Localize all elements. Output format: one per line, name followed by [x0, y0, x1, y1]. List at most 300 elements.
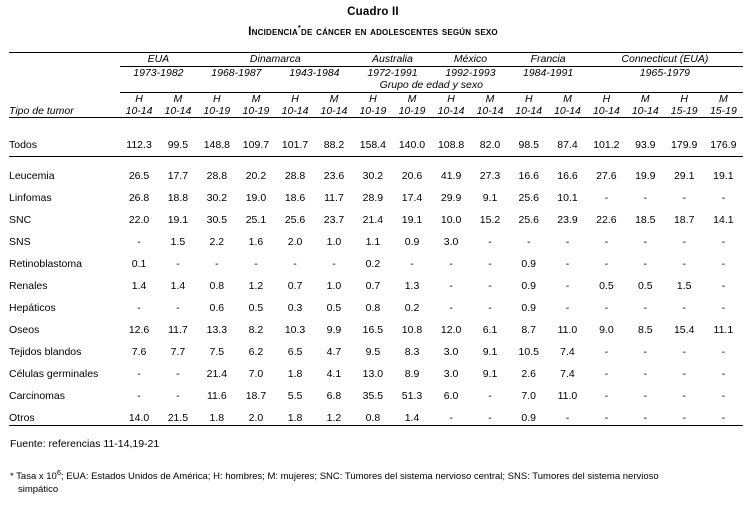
cell: 0.7 — [365, 280, 381, 292]
cell: - — [137, 302, 141, 314]
cell: 87.4 — [548, 118, 587, 157]
cell: 26.5 — [128, 170, 150, 182]
table-row — [9, 183, 743, 205]
sex-header-6: M — [329, 93, 339, 105]
sex-header-9: H — [447, 93, 455, 105]
cell: 18.7 — [673, 214, 695, 226]
cell: 1.8 — [197, 403, 236, 426]
cell: 6.1 — [482, 324, 498, 336]
row-label: Tejidos blandos — [9, 346, 82, 358]
cell: 0.9 — [509, 403, 548, 426]
cell: 0.9 — [404, 236, 420, 248]
table-row — [9, 227, 743, 249]
sex-header-16: M — [719, 93, 728, 105]
cell: - — [682, 368, 686, 380]
cell: 8.7 — [521, 324, 537, 336]
header-group-row — [9, 79, 743, 93]
footnote-line2: simpático — [18, 483, 59, 495]
cell: - — [449, 280, 453, 292]
source-note: Fuente: referencias 11-14,19-21 — [10, 438, 160, 450]
cell: - — [526, 236, 531, 248]
cell: - — [682, 192, 686, 204]
cell: - — [604, 368, 609, 380]
cell: 7.0 — [248, 368, 264, 380]
table-row — [9, 381, 743, 403]
cell: 10.8 — [401, 324, 423, 336]
header-years-empty — [9, 67, 120, 79]
cell: 20.6 — [401, 170, 423, 182]
age-header-5: 10-14 — [276, 105, 315, 118]
cell: 19.9 — [635, 170, 656, 182]
cell: - — [410, 258, 414, 270]
cell: - — [488, 258, 492, 270]
header-age-row — [9, 105, 743, 118]
cell: - — [176, 302, 180, 314]
table-row — [9, 157, 743, 184]
cell: - — [721, 192, 726, 204]
table-row — [9, 315, 743, 337]
cell: 1.0 — [326, 280, 342, 292]
cell: - — [604, 346, 609, 358]
table-row — [9, 249, 743, 271]
cell: 35.5 — [362, 390, 384, 402]
cell: 23.6 — [323, 170, 345, 182]
cell: 1.2 — [315, 403, 354, 426]
cell: 3.0 — [443, 346, 459, 358]
cell: - — [682, 236, 686, 248]
cell: 1.2 — [248, 280, 264, 292]
cell: - — [643, 390, 648, 402]
years-francia: 1984-1991 — [522, 67, 574, 79]
cell: - — [215, 258, 219, 270]
cell: 30.2 — [362, 170, 384, 182]
cell: 2.2 — [209, 236, 225, 248]
sex-header-13: H — [602, 93, 611, 105]
cell: 10.1 — [557, 192, 578, 204]
header-years-row — [9, 67, 743, 79]
cell: - — [682, 258, 686, 270]
cell: - — [682, 346, 686, 358]
cell: 11.1 — [713, 324, 734, 336]
cell: 20.2 — [245, 170, 267, 182]
cell: 112.3 — [120, 118, 159, 157]
cell: 19.0 — [245, 192, 267, 204]
age-header-10: 10-14 — [471, 105, 510, 118]
age-header-4: 10-19 — [236, 105, 275, 118]
cell: 3.0 — [443, 368, 459, 380]
cell: - — [332, 258, 336, 270]
cell: 10.5 — [518, 346, 539, 358]
cell: 0.8 — [365, 302, 381, 314]
cell: 21.4 — [206, 368, 228, 380]
country-header-francia: Francia — [509, 53, 586, 68]
cell: - — [604, 302, 609, 314]
cell: 17.7 — [167, 170, 189, 182]
cell: 27.6 — [596, 170, 617, 182]
footnote-rest: ; EUA: Estados Unidos de América; H: hombres; M: mujeres; SNC: Tumores del sistema nervioso central; SNS: Tumores del sistema nervioso — [61, 471, 659, 483]
cell: - — [471, 403, 510, 426]
age-header-8: 10-19 — [392, 105, 431, 118]
cell: - — [137, 368, 141, 380]
cell: 6.0 — [443, 390, 459, 402]
cell: 28.9 — [362, 192, 384, 204]
header-country-row — [9, 53, 743, 68]
cell: 9.0 — [599, 324, 614, 336]
cell: 99.5 — [159, 118, 198, 157]
cell: - — [604, 258, 609, 270]
cell: - — [721, 302, 726, 314]
cell: 14.1 — [713, 214, 734, 226]
country-header-connecticut: Connecticut (EUA) — [587, 53, 743, 68]
cell: 7.6 — [131, 346, 147, 358]
cell: 0.1 — [131, 258, 147, 270]
cell: 25.6 — [518, 192, 539, 204]
cell: - — [176, 390, 180, 402]
cell: 9.1 — [482, 346, 498, 358]
row-label: Todos — [9, 118, 120, 157]
cell: 5.5 — [287, 390, 303, 402]
cell: 30.2 — [206, 192, 228, 204]
cell: - — [721, 258, 726, 270]
cell: 176.9 — [704, 118, 743, 157]
age-header-11: 10-14 — [509, 105, 548, 118]
cell: - — [704, 403, 743, 426]
cell: 27.3 — [479, 170, 501, 182]
cell: 29.9 — [440, 192, 462, 204]
cell: - — [565, 258, 570, 270]
cell: 0.2 — [365, 258, 381, 270]
country-header-dinamarca: Dinamarca — [197, 53, 353, 68]
cell: 179.9 — [665, 118, 704, 157]
cell: 11.6 — [207, 390, 227, 402]
age-header-6: 10-14 — [315, 105, 354, 118]
years-dinamarca-a: 1968-1987 — [211, 67, 262, 79]
table-title-prefix: Incidencia — [248, 24, 298, 38]
cell: 7.0 — [521, 390, 537, 402]
cell: 6.5 — [287, 346, 303, 358]
cell: 0.9 — [521, 258, 537, 270]
cell: - — [682, 390, 686, 402]
cell: - — [721, 236, 726, 248]
cell: 30.5 — [206, 214, 228, 226]
sex-header-4: M — [251, 93, 261, 105]
age-header-1: 10-14 — [120, 105, 159, 118]
cell: 2.6 — [521, 368, 537, 380]
row-label: Renales — [9, 280, 48, 292]
years-mexico: 1992-1993 — [445, 67, 496, 79]
cell: - — [721, 280, 726, 292]
cell: 1.6 — [248, 236, 264, 248]
sex-header-8: M — [407, 93, 417, 105]
cell: - — [565, 236, 570, 248]
cell: 23.7 — [323, 214, 345, 226]
cell: 9.9 — [326, 324, 342, 336]
cell: - — [293, 258, 297, 270]
cell: 158.4 — [353, 118, 392, 157]
cell: 148.8 — [197, 118, 236, 157]
cell: 18.7 — [245, 390, 267, 402]
table-row — [9, 271, 743, 293]
cell: 17.4 — [401, 192, 423, 204]
cell: 29.1 — [673, 170, 695, 182]
cell: - — [565, 280, 570, 292]
cell: 8.5 — [637, 324, 653, 336]
cell: 8.9 — [404, 368, 420, 380]
cell: 41.9 — [440, 170, 462, 182]
cell: 1.4 — [170, 280, 186, 292]
cell: 88.2 — [315, 118, 354, 157]
cell: - — [604, 236, 609, 248]
cell: 25.1 — [245, 214, 267, 226]
cell: 0.9 — [521, 302, 537, 314]
cell: 0.6 — [209, 302, 225, 314]
cell: 26.8 — [128, 192, 150, 204]
cell: 11.0 — [557, 390, 578, 402]
cell: 1.5 — [170, 236, 186, 248]
row-label: SNC — [9, 214, 32, 226]
cell: - — [626, 403, 665, 426]
cell: - — [721, 346, 726, 358]
cell: - — [604, 192, 609, 204]
cell: 15.2 — [479, 214, 501, 226]
row-label: SNS — [9, 236, 31, 248]
sex-header-15: H — [680, 93, 688, 105]
cell: 19.1 — [401, 214, 423, 226]
cell: 109.7 — [236, 118, 275, 157]
cell: 10.3 — [284, 324, 306, 336]
cell: - — [721, 390, 726, 402]
age-header-16: 15-19 — [704, 105, 743, 118]
cell: 21.4 — [362, 214, 384, 226]
cell: - — [643, 236, 648, 248]
cell: 0.8 — [353, 403, 392, 426]
cell: 12.0 — [440, 324, 462, 336]
cell: - — [176, 258, 180, 270]
age-header-14: 10-14 — [626, 105, 665, 118]
cell: 0.5 — [637, 280, 653, 292]
sex-header-11: H — [524, 93, 533, 105]
cell: - — [432, 403, 471, 426]
incidence-table — [9, 52, 743, 426]
cell: 1.0 — [326, 236, 342, 248]
table-row — [9, 205, 743, 227]
sex-header-5: H — [291, 93, 299, 105]
cell: 0.9 — [521, 280, 537, 292]
cell: 0.5 — [326, 302, 342, 314]
cell: 11.7 — [324, 192, 344, 204]
cell: 18.5 — [635, 214, 656, 226]
cell: 18.6 — [284, 192, 306, 204]
country-header-eua: EUA — [120, 53, 198, 68]
header-sex-row — [9, 93, 743, 105]
cell: - — [565, 302, 570, 314]
cell: 9.5 — [365, 346, 381, 358]
cell: 4.7 — [326, 346, 342, 358]
cell: 93.9 — [626, 118, 665, 157]
cell: 1.1 — [365, 236, 381, 248]
header-sex-empty — [9, 93, 120, 105]
cell: - — [548, 403, 587, 426]
cell: 1.8 — [287, 368, 303, 380]
sex-header-7: H — [369, 93, 377, 105]
cell: 1.3 — [404, 280, 420, 292]
cell: 25.6 — [284, 214, 306, 226]
row-label: Hepáticos — [9, 302, 56, 314]
years-dinamarca-b: 1943-1984 — [289, 67, 340, 79]
row-label: Células germinales — [9, 368, 99, 380]
age-header-9: 10-14 — [432, 105, 471, 118]
title-asterisk: * — [297, 23, 302, 32]
cell: - — [643, 302, 648, 314]
cell: 2.0 — [287, 236, 303, 248]
row-label: Oseos — [9, 324, 40, 336]
cell: - — [682, 302, 686, 314]
cell: 7.5 — [209, 346, 225, 358]
footnote — [10, 468, 730, 497]
sex-header-10: M — [485, 93, 495, 105]
cell: 15.4 — [673, 324, 695, 336]
footnote-exponent: 6 — [56, 468, 61, 477]
table-title — [6, 23, 740, 38]
cell: - — [604, 390, 609, 402]
cell: - — [643, 258, 648, 270]
sex-header-2: M — [173, 93, 183, 105]
row-label: Carcinomas — [9, 390, 66, 402]
row-label: Retinoblastoma — [9, 258, 82, 270]
cell: 101.2 — [587, 118, 626, 157]
cell: 19.1 — [167, 214, 189, 226]
cell: 1.4 — [131, 280, 147, 292]
header-group-empty — [9, 79, 120, 93]
cell: 19.1 — [713, 170, 734, 182]
age-header-7: 10-19 — [353, 105, 392, 118]
cell: - — [643, 346, 648, 358]
footnote-prefix: * Tasa x 10 — [10, 471, 57, 483]
cell: 25.6 — [518, 214, 539, 226]
cell: - — [488, 280, 492, 292]
cell: - — [176, 368, 180, 380]
sex-header-12: M — [563, 93, 572, 105]
years-connecticut: 1965-1979 — [639, 67, 691, 79]
cell: 9.1 — [482, 368, 498, 380]
cell: - — [643, 192, 648, 204]
cell: - — [488, 390, 492, 402]
header-corner-empty — [9, 53, 120, 68]
cell: - — [665, 403, 704, 426]
cell: - — [449, 302, 453, 314]
sex-header-14: M — [640, 93, 650, 105]
cell: 13.0 — [362, 368, 384, 380]
cell: 82.0 — [471, 118, 510, 157]
row-label-header: Tipo de tumor — [9, 105, 120, 118]
table-title-rest: de cáncer en adolescentes según sexo — [301, 24, 498, 38]
cell: 7.4 — [560, 368, 575, 380]
table-row — [9, 403, 743, 426]
cell: 0.3 — [287, 302, 303, 314]
row-label: Leucemia — [9, 170, 55, 182]
cell: - — [254, 258, 258, 270]
cell: - — [137, 236, 141, 248]
cell: - — [643, 368, 648, 380]
cell: 10.0 — [440, 214, 462, 226]
cell: 4.1 — [326, 368, 342, 380]
table-row — [9, 118, 743, 157]
age-header-3: 10-19 — [197, 105, 236, 118]
cell: 9.1 — [482, 192, 498, 204]
age-header-12: 10-14 — [548, 105, 587, 118]
cell: 140.0 — [392, 118, 431, 157]
cell: 8.3 — [404, 346, 420, 358]
cell: 14.0 — [120, 403, 159, 426]
cell: - — [488, 236, 492, 248]
cell: - — [449, 258, 453, 270]
cell: 18.8 — [167, 192, 189, 204]
cell: 7.7 — [170, 346, 186, 358]
title-block — [6, 6, 740, 38]
cell: 21.5 — [159, 403, 198, 426]
table-number: Cuadro II — [347, 6, 399, 18]
cell: 11.7 — [168, 324, 188, 336]
country-header-mexico: México — [432, 53, 510, 68]
cell: 1.5 — [676, 280, 692, 292]
cell: 108.8 — [432, 118, 471, 157]
cell: 0.2 — [404, 302, 420, 314]
table-row — [9, 293, 743, 315]
cell: 7.4 — [560, 346, 575, 358]
cell: 13.3 — [206, 324, 228, 336]
cell: 0.5 — [599, 280, 614, 292]
country-header-australia: Australia — [353, 53, 431, 68]
table-row — [9, 359, 743, 381]
cell: 6.2 — [248, 346, 264, 358]
age-header-2: 10-14 — [159, 105, 198, 118]
years-eua: 1973-1982 — [133, 67, 184, 79]
cell: 1.8 — [276, 403, 315, 426]
cell: 28.8 — [206, 170, 228, 182]
cell: 23.9 — [557, 214, 578, 226]
cell: 98.5 — [509, 118, 548, 157]
cell: 16.5 — [362, 324, 384, 336]
group-age-sex-label: Grupo de edad y sexo — [120, 79, 743, 93]
age-header-15: 15-19 — [665, 105, 704, 118]
sex-header-3: H — [213, 93, 221, 105]
cell: 0.7 — [287, 280, 303, 292]
cell: 0.8 — [209, 280, 225, 292]
cell: 101.7 — [276, 118, 315, 157]
sex-header-1: H — [135, 93, 143, 105]
cell: 12.6 — [128, 324, 150, 336]
cell: 28.8 — [284, 170, 306, 182]
row-label: Otros — [9, 403, 120, 426]
row-label: Linfomas — [9, 192, 52, 204]
years-australia: 1972-1991 — [367, 67, 418, 79]
cell: 22.6 — [596, 214, 617, 226]
cell: 8.2 — [248, 324, 264, 336]
cell: 51.3 — [401, 390, 423, 402]
cell: - — [137, 390, 141, 402]
cell: - — [721, 368, 726, 380]
cell: 11.0 — [557, 324, 578, 336]
cell: 2.0 — [236, 403, 275, 426]
cell: - — [587, 403, 626, 426]
cell: - — [488, 302, 492, 314]
cell: 6.8 — [326, 390, 342, 402]
age-header-13: 10-14 — [587, 105, 626, 118]
cell: 0.5 — [248, 302, 264, 314]
cell: 1.4 — [392, 403, 431, 426]
table-row — [9, 337, 743, 359]
cell: 16.6 — [518, 170, 539, 182]
